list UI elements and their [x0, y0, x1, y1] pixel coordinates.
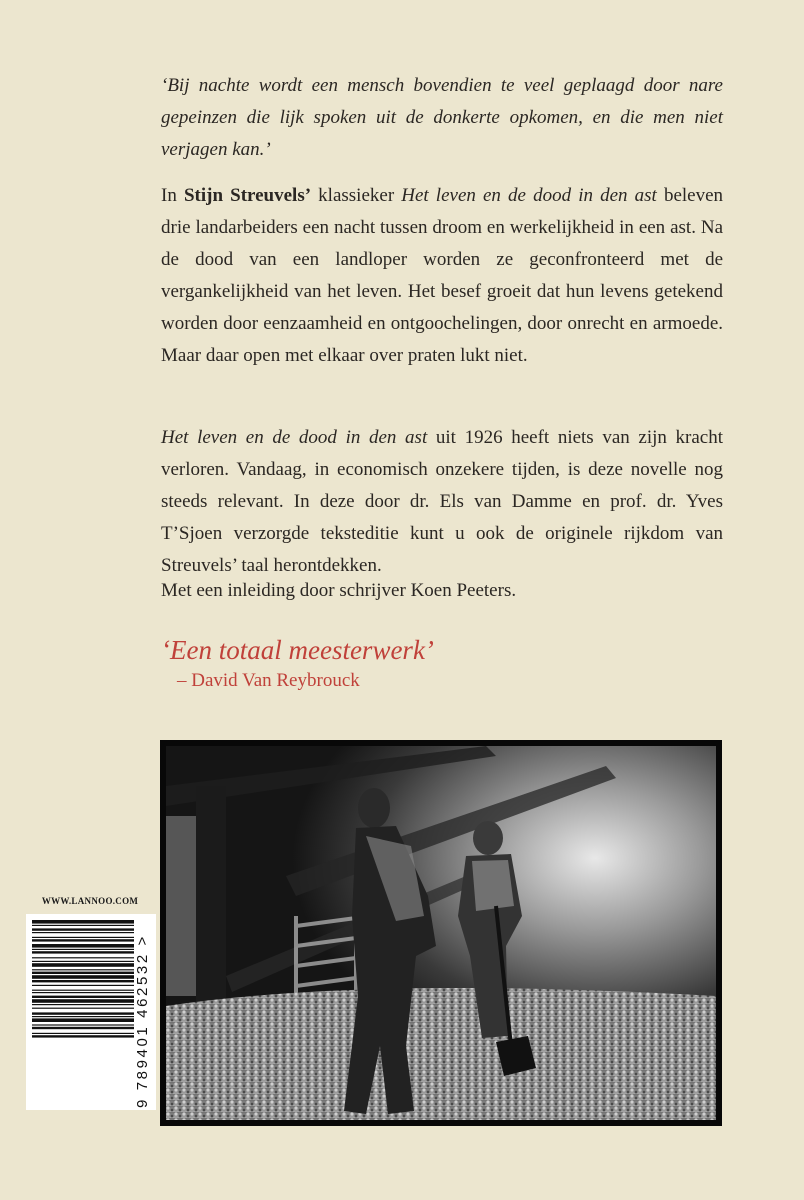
- description-paragraph-1: [161, 180, 723, 372]
- isbn-number: 9 789401 462532 >: [134, 934, 151, 1108]
- barcode-bar: [32, 969, 134, 970]
- barcode-bar: [32, 992, 134, 993]
- barcode-bar: [32, 975, 134, 979]
- barcode-bar: [32, 963, 134, 967]
- barcode-bar: [32, 1004, 134, 1005]
- barcode-bar: [32, 1035, 134, 1037]
- barcode-bar: [32, 985, 134, 986]
- description-paragraph-2: [161, 422, 723, 582]
- p1-rest: beleven drie landarbeiders een nacht tussen droom en werkelijkheid in een ast. Na de dood van een landloper worden ze geconfronteerd met de vergankelijkheid van het leven. Het besef groeit dat hun levens getekend worden door eenzaamheid en ontgoochelingen, door onrecht en armoede. Maar daar open met elkaar over praten lukt niet.: [161, 185, 724, 366]
- p1-mid: klassieker: [311, 185, 402, 206]
- barcode-bar: [32, 990, 134, 991]
- barcode-bar: [32, 1012, 134, 1014]
- barcode-bar: [32, 1024, 134, 1025]
- publisher-url: WWW.LANNOO.COM: [41, 896, 139, 906]
- barcode-bar: [32, 1018, 134, 1022]
- barcode-bar: [32, 980, 134, 982]
- cover-photo: [160, 740, 722, 1126]
- barcode-bar: [32, 920, 134, 924]
- barcode-bar: [32, 961, 134, 962]
- barcode-bar: [32, 957, 134, 958]
- blurb-quote: ‘Een totaal meesterwerk’: [161, 635, 434, 665]
- barcode-bar: [32, 951, 134, 953]
- barcode-bar: [32, 928, 134, 930]
- barcode-bar: [32, 972, 134, 974]
- book-title-2: Het leven en de dood in den ast: [161, 427, 428, 448]
- barcode-bar: [32, 925, 134, 926]
- barcode-bar: [32, 937, 134, 938]
- barcode-bar: [32, 944, 134, 948]
- review-blurb: [161, 632, 434, 694]
- barcode-bar: [32, 996, 134, 998]
- barcode-bar: [32, 1033, 134, 1034]
- barcode-bar: [32, 949, 134, 950]
- book-title: Het leven en de dood in den ast: [401, 185, 657, 206]
- author-name: Stijn Streuvels’: [183, 185, 312, 206]
- barcode-bar: [32, 1008, 134, 1009]
- p2-rest: uit 1926 heeft niets van zijn kracht verloren. Vandaag, in economisch onzekere tijden, is deze novelle nog steeds relevant. In deze door dr. Els van Damme en prof. dr. Yves T’Sjoen verzorgde teksteditie kunt u ook de originele rijkdom van Streuvels’ taal herontdekken.: [161, 427, 724, 576]
- barcode-bar: [32, 932, 134, 933]
- opening-quote: ‘Bij nachte wordt een mensch bovendien te veel geplaagd door nare gepeinzen die lijk spoken uit de donkerte opkomen, en die men niet verjagen kan.’: [161, 75, 723, 160]
- photo-image: [166, 746, 716, 1120]
- introduction-note: Met een inleiding door schrijver Koen Peeters.: [161, 580, 517, 601]
- blurb-author: – David Van Reybrouck: [177, 670, 360, 691]
- barcode-bar: [32, 939, 134, 941]
- barcode-bar: [32, 1027, 134, 1029]
- barcode-bar: [32, 1016, 134, 1017]
- barcode-bar: [32, 999, 134, 1003]
- p1-prefix: In: [161, 185, 184, 206]
